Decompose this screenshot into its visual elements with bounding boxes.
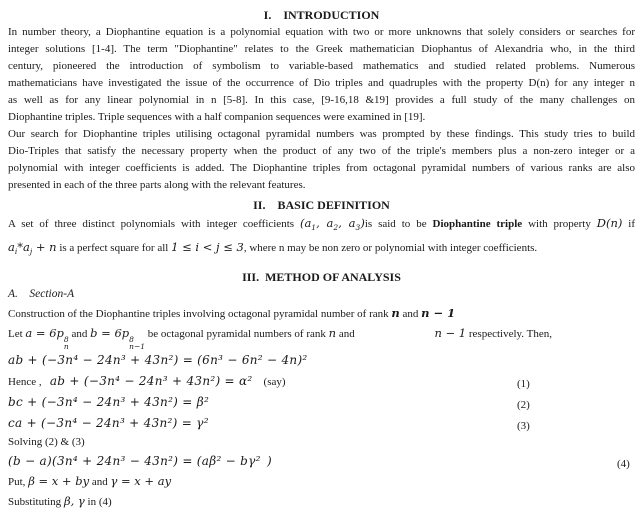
text-segment: and <box>336 328 358 340</box>
text-segment: A set of three distinct polynomials with integer coefficients <box>8 218 300 230</box>
text-segment: a <box>8 239 15 254</box>
intro-para1-line6 <box>8 109 635 126</box>
text-segment: Put, <box>8 475 29 488</box>
equation-number: (1) <box>517 377 530 390</box>
text-segment: n <box>391 305 400 320</box>
text-segment: , a <box>316 216 334 230</box>
section-heading-basic-definition <box>8 196 635 214</box>
text-segment: presented in each of the three parts along with the relevant features. <box>8 179 306 191</box>
text-segment: D(n) <box>596 216 623 230</box>
equation-4 <box>8 451 635 472</box>
text-segment: p <box>56 326 64 340</box>
equation-number: (2) <box>517 398 530 411</box>
substituting-line <box>8 492 635 513</box>
text-segment: polynomial with integer coefficients is added. The Diophantine triples from octagonal pyramidal numbers of various ranks are also <box>8 162 635 174</box>
text-segment: ca + (−3n⁴ − 24n³ + 43n²) = γ² <box>8 415 209 430</box>
text-segment: , where n may be non zero or polynomial with integer coefficients. <box>243 241 538 254</box>
text-segment: if <box>622 218 635 230</box>
text-segment: bc + (−3n⁴ − 24n³ + 43n²) = β² <box>8 394 210 409</box>
text-segment: n <box>328 326 337 340</box>
equation-1 <box>8 371 635 392</box>
section-heading-method-of-analysis <box>8 268 635 286</box>
text-segment: Substituting <box>8 496 64 508</box>
text-segment: ) <box>360 216 365 230</box>
intro-para2-line4 <box>8 177 635 194</box>
stacked-sub-sup: 8 n <box>63 334 69 351</box>
subsection-label-section-a <box>8 286 635 304</box>
text-segment: Let <box>8 328 26 340</box>
text-segment: Diophantine triple <box>432 218 523 230</box>
text-segment: with property <box>522 218 597 230</box>
text-segment: γ = x + ay <box>110 473 172 488</box>
text-segment: n − 1 <box>421 305 456 320</box>
intro-para1-line4 <box>8 75 635 92</box>
intro-para2-line3 <box>8 160 635 177</box>
text-segment: (a <box>299 216 312 230</box>
text-segment: II. BASIC DEFINITION <box>253 198 390 212</box>
text-segment: (b − a)(3n⁴ + 24n³ − 43n²) = (aβ² − bγ² ) <box>8 453 273 468</box>
text-segment: b = 6 <box>90 326 122 340</box>
subscript: 2 <box>333 223 339 232</box>
equation-2 <box>8 392 635 413</box>
let-definition-line <box>8 324 635 350</box>
intro-para2-line2 <box>8 143 635 160</box>
stacked-sub-sup: 8 n−1 <box>129 334 146 351</box>
equation-number: (3) <box>517 419 530 432</box>
text-segment: n − 1 <box>434 326 467 340</box>
intro-para1-line2 <box>8 41 635 58</box>
text-segment: respectively. Then, <box>466 328 552 340</box>
text-segment: *a <box>17 239 30 254</box>
equation-identity <box>8 350 635 371</box>
text-segment: A. Section-A <box>8 288 75 300</box>
intro-para1-line3 <box>8 58 635 75</box>
subscript: i <box>14 246 18 256</box>
text-segment: and <box>68 328 91 340</box>
text-segment: Diophantine triples. Triple sequences with a half companion sequences were examined in [19]. <box>8 111 426 123</box>
text-segment: Solving (2) & (3) <box>8 435 85 448</box>
text-segment: β = x + by <box>28 473 90 488</box>
text-segment: century, pioneered the introduction of symbolism to variable-based mathematics and studied related problems. Numerous <box>8 60 635 72</box>
text-segment: as well as for any linear polynomial in n [5-8]. In this case, [9-16,18 &19] provides a full study of the many challenges on <box>8 94 635 106</box>
text-segment: and <box>89 475 111 488</box>
equation-number: (4) <box>617 457 630 470</box>
definition-line1 <box>8 214 635 238</box>
text-segment: , a <box>338 216 356 230</box>
text-segment: in (4) <box>84 496 112 508</box>
text-segment: (say) <box>252 375 286 388</box>
solving-line <box>8 434 635 451</box>
text-segment: integer solutions [1-4]. The term "Diophantine" relates to the Greek mathematician Diophantus of Alexandria who, in the third <box>8 43 635 55</box>
text-segment: is said to be <box>364 218 433 230</box>
text-segment: p <box>121 326 130 340</box>
text-segment: In number theory, a Diophantine equation is a polynomial equation with two or more unknowns that solely considers or searches for <box>8 26 635 38</box>
text-segment: ab + (−3n⁴ − 24n³ + 43n²) = (6n³ − 6n² − 4n)² <box>8 352 308 367</box>
intro-para2-line1 <box>8 126 635 143</box>
text-segment: Construction of the Diophantine triples involving octagonal pyramidal number of rank <box>8 307 392 320</box>
definition-line2 <box>8 238 635 262</box>
text-segment: a = 6 <box>25 326 57 340</box>
text-segment: III. METHOD OF ANALYSIS <box>242 270 401 284</box>
equation-3 <box>8 413 635 434</box>
text-segment: Our search for Diophantine triples utilising octagonal pyramidal numbers was prompted by these findings. This study tries to build <box>8 128 635 140</box>
subscript: 3 <box>355 223 361 232</box>
text-segment: 1 ≤ i < j ≤ 3 <box>171 239 244 254</box>
intro-para1-line5 <box>8 92 635 109</box>
subscript: j <box>29 246 33 256</box>
construction-line <box>8 304 635 325</box>
text-segment <box>357 328 434 340</box>
section-heading-introduction <box>8 6 635 24</box>
text-segment: and <box>399 307 422 320</box>
text-segment: I. INTRODUCTION <box>263 8 380 22</box>
text-segment: mathematicians have investigated the issue of the occurrence of Dio triples and quadruples with the property D(n) for any integer n <box>8 77 635 89</box>
put-substitution-line <box>8 472 635 493</box>
text-segment: β, γ <box>63 494 85 508</box>
text-segment: Dio-Triples that satisfy the necessary property when the product of any two of the triple's members plus a non-zero integer or a <box>8 145 635 157</box>
intro-para1-line1 <box>8 24 635 41</box>
text-segment: + n <box>32 239 57 254</box>
text-segment: Hence , <box>8 375 50 388</box>
subscript: 1 <box>311 223 317 232</box>
text-segment: is a perfect square for all <box>56 241 172 254</box>
text-segment: be octagonal pyramidal numbers of rank <box>145 328 329 340</box>
text-segment: ab + (−3n⁴ − 24n³ + 43n²) = α² <box>49 373 253 388</box>
